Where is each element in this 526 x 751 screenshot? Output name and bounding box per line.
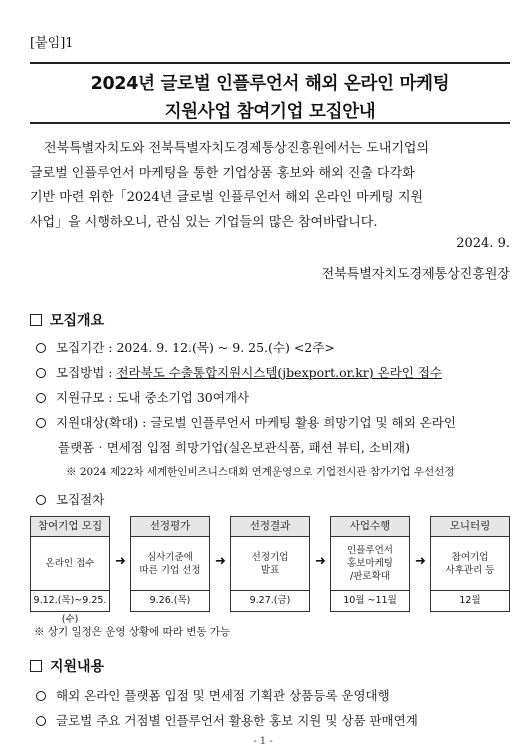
intro-line: 글로벌 인플루언서 마케팅을 통한 기업상품 홍보와 해외 진출 다각화 bbox=[30, 165, 415, 181]
process-stage bbox=[330, 516, 410, 612]
intro-line: 기반 마련 위한「2024년 글로벌 인플루언서 해외 온라인 마케팅 지원 bbox=[30, 190, 424, 205]
stage-body: 참여기업 사후관리 등 bbox=[431, 537, 509, 591]
circle-bullet-icon bbox=[36, 691, 46, 701]
stage-body: 온라인 접수 bbox=[31, 537, 109, 591]
circle-bullet-icon bbox=[36, 495, 46, 505]
square-bullet-icon bbox=[30, 660, 42, 672]
apply-link[interactable]: 전라북도 수출통합지원시스템(jbexport.or.kr) 온라인 접수 bbox=[116, 365, 442, 380]
section-heading-support: 지원내용 bbox=[30, 656, 104, 676]
stage-header: 선정평가 bbox=[131, 517, 209, 537]
list-item: 모집방법 : 전라북도 수출통합지원시스템(jbexport.or.kr) 온라인 접수 bbox=[36, 363, 442, 381]
process-stage bbox=[430, 516, 510, 612]
page-number: - 1 - bbox=[253, 736, 273, 747]
square-bullet-icon bbox=[30, 314, 42, 326]
list-item: 해외 온라인 플랫폼 입점 및 면세점 기획관 상품등록 운영대행 bbox=[36, 686, 390, 704]
stage-date: 9.27.(금) bbox=[249, 595, 291, 606]
stage-body: 심사기준에 따른 기업 선정 bbox=[131, 537, 209, 591]
section-heading-overview: 모집개요 bbox=[30, 310, 104, 330]
list-item: 글로벌 주요 거점별 인플루언서 활용한 홍보 지원 및 상품 판매연계 bbox=[36, 711, 418, 729]
process-stage bbox=[130, 516, 210, 612]
intro-paragraph bbox=[30, 137, 510, 235]
stage-header: 선정결과 bbox=[231, 517, 309, 537]
stage-body: 인플루언서 홍보마케팅 /판로확대 bbox=[331, 537, 409, 591]
target-note: ※ 2024 제22차 세계한인비즈니스대회 연계운영으로 기업전시관 참가기업 우선선정 bbox=[66, 466, 455, 478]
attachment-label: [붙임]1 bbox=[30, 36, 74, 51]
circle-bullet-icon bbox=[36, 716, 46, 726]
list-item: 모집기간 : 2024. 9. 12.(목) ~ 9. 25.(수) <2주> bbox=[36, 338, 335, 356]
circle-bullet-icon bbox=[36, 368, 46, 378]
intro-line: 사업」을 시행하오니, 관심 있는 기업들의 많은 참여바랍니다. bbox=[30, 214, 378, 230]
process-note: ※ 상기 일정은 운영 상황에 따라 변동 가능 bbox=[34, 626, 231, 638]
stage-date: 9.12.(목)~9.25.(수) bbox=[33, 595, 107, 625]
arrow-right-icon: ➜ bbox=[415, 554, 426, 569]
stage-body: 선정기업 발표 bbox=[231, 537, 309, 591]
list-item: 지원규모 : 도내 중소기업 30여개사 bbox=[36, 388, 249, 406]
title-line-2: 지원사업 참여기업 모집안내 bbox=[164, 102, 376, 122]
issue-date: 2024. 9. bbox=[456, 236, 510, 251]
stage-header: 모니터링 bbox=[431, 517, 509, 537]
title-line-1: 2024년 글로벌 인플루언서 해외 온라인 마케팅 bbox=[90, 74, 450, 94]
stage-date: 10월 ~11월 bbox=[343, 595, 397, 606]
process-flow bbox=[30, 516, 510, 625]
circle-bullet-icon bbox=[36, 393, 46, 403]
circle-bullet-icon bbox=[36, 418, 46, 428]
arrow-right-icon: ➜ bbox=[115, 554, 126, 569]
stage-header: 참여기업 모집 bbox=[31, 517, 109, 537]
stage-date: 12월 bbox=[459, 595, 481, 606]
arrow-right-icon: ➜ bbox=[315, 554, 326, 569]
document-title bbox=[30, 62, 510, 124]
list-item: 지원대상(확대) : 글로벌 인플루언서 마케팅 활용 희망기업 및 해외 온라인 bbox=[36, 413, 456, 431]
list-item: 모집절차 bbox=[36, 490, 104, 508]
circle-bullet-icon bbox=[36, 343, 46, 353]
stage-header: 사업수행 bbox=[331, 517, 409, 537]
process-stage bbox=[30, 516, 110, 625]
issuer: 전북특별자치도경제통상진흥원장 bbox=[321, 267, 510, 282]
process-stage bbox=[230, 516, 310, 612]
stage-date: 9.26.(목) bbox=[149, 595, 191, 606]
list-item-continuation: 플랫폼‧면세점 입점 희망기업(실온보관식품, 패션 뷰티, 소비재) bbox=[58, 440, 410, 455]
arrow-right-icon: ➜ bbox=[215, 554, 226, 569]
intro-line: 전북특별자치도와 전북특별자치도경제통상진흥원에서는 도내기업의 bbox=[44, 141, 430, 156]
